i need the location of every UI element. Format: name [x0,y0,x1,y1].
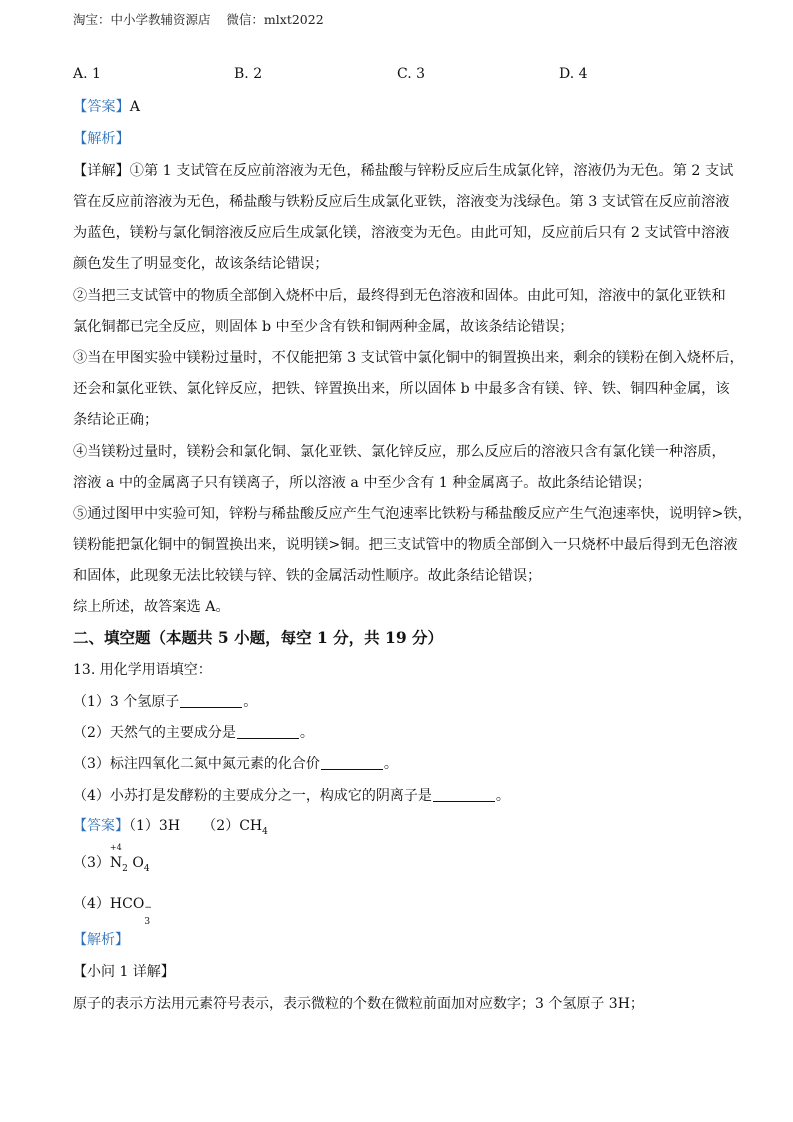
answer-line-1 [73,97,723,117]
answer-part-4 [73,894,723,927]
detail-line: 颜色发生了明显变化，故该条结论错误； [73,256,329,272]
detail-line: 镁粉能把氯化铜中的铜置换出来，说明镁>铜。把三支试管中的物质全部倒入一只烧杯中最后得到无色溶液 [73,537,738,553]
sub-question-tag: 【小问 1 详解】 [73,964,175,980]
section-heading: 二、填空题（本题共 5 小题，每空 1 分，共 19 分） [73,628,444,647]
element-n: N [109,855,123,871]
detail-line: 管在反应前溶液为无色，稀盐酸与铁粉反应后生成氯化亚铁，溶液变为浅绿色。第 3 支试管在反应前溶液 [73,194,730,210]
part-text: （1）3 个氢原子 [73,694,180,710]
option-c: C. 3 [397,66,426,82]
answer-tag: 【答案】 [73,818,129,834]
detail-line: 和固体，此现象无法比较镁与锌、铁的金属活动性顺序。故此条结论错误； [73,568,542,584]
subscript: 4 [143,864,150,874]
detail-line: ②当把三支试管中的物质全部倒入烧杯中后，最终得到无色溶液和固体。由此可知，溶液中的氯化亚铁和 [73,288,726,304]
options-row [73,66,723,86]
answer-part-1: （1）3H [129,818,181,834]
subscript: 2 [122,864,128,874]
detail-line: 氯化铜都已完全反应，则固体 b 中至少含有铁和铜两种金属，故该条结论错误； [73,319,574,335]
analysis-tag: 【解析】 [73,932,129,948]
option-d: D. 4 [559,66,588,82]
element-o: O [132,855,144,871]
answer-tag: 【答案】 [73,99,130,115]
shop-name: 淘宝：中小学教辅资源店 [73,12,211,27]
option-b: B. 2 [234,66,263,82]
superscript: − [144,903,152,913]
detail-line: 溶液 a 中的金属离子只有镁离子，所以溶液 a 中至少含有 1 种金属离子。故此条结论错误； [73,475,651,491]
subscript: 4 [262,827,268,837]
part-label: （3） [73,855,110,871]
answer-blank[interactable] [321,755,383,770]
analysis-tag: 【解析】 [73,131,130,147]
part-text: （2）天然气的主要成分是 [73,725,236,741]
part-end: 。 [243,694,258,710]
question-part-2 [73,723,723,743]
subscript: 3 [144,917,151,927]
final-line: 原子的表示方法用元素符号表示，表示微粒的个数在微粒前面加对应数字；3 个氢原子 3H； [73,996,644,1012]
page-header [73,10,324,28]
question-part-4 [73,786,723,806]
detail-line: 条结论正确； [73,412,159,428]
detail-line: 综上所述，故答案选 A。 [73,599,230,615]
answer-value: A [129,99,141,115]
detail-line: ③当在甲图实验中镁粉过量时，不仅能把第 3 支试管中氯化铜中的铜置换出来，剩余的镁粉在倒入烧杯后， [73,350,744,366]
valence-mark: +4 [109,843,122,852]
answer-part-3 [73,843,723,875]
question-stem: 13. 用化学用语填空： [73,662,212,678]
detail-line: 【详解】①第 1 支试管在反应前溶液为无色，稀盐酸与锌粉反应后生成氯化锌，溶液仍为无色。第 2 支试 [73,163,734,179]
wechat-id: 微信：mlxt2022 [226,12,324,27]
part-text: （4）小苏打是发酵粉的主要成分之一，构成它的阴离子是 [73,788,432,804]
answer-blank[interactable] [237,724,299,739]
answer-blank[interactable] [433,787,495,802]
detail-line: ⑤通过图甲中实验可知，锌粉与稀盐酸反应产生气泡速率比铁粉与稀盐酸反应产生气泡速率快，说明锌>铁， [73,506,752,522]
formula: HCO [109,896,145,912]
part-end: 。 [495,788,510,804]
part-end: 。 [299,725,314,741]
question-part-1 [73,692,723,712]
part-label: （4） [73,896,110,912]
question-part-3 [73,754,723,774]
detail-line: 还会和氯化亚铁、氯化锌反应，把铁、锌置换出来，所以固体 b 中最多含有镁、锌、铁、铜四种金属，该 [73,381,730,397]
option-a: A. 1 [73,66,101,82]
detail-line: 为蓝色，镁粉与氯化铜溶液反应后生成氯化镁，溶液变为无色。由此可知，反应前后只有 2 支试管中溶液 [73,225,730,241]
part-text: （3）标注四氧化二氮中氮元素的化合价 [73,756,320,772]
answer-line-2 [73,816,723,838]
answer-part-2: （2）CH [202,818,263,834]
part-end: 。 [383,756,398,772]
answer-blank[interactable] [180,693,242,708]
detail-line: ④当镁粉过量时，镁粉会和氯化铜、氯化亚铁、氯化锌反应，那么反应后的溶液只含有氯化镁一种溶质， [73,444,726,460]
